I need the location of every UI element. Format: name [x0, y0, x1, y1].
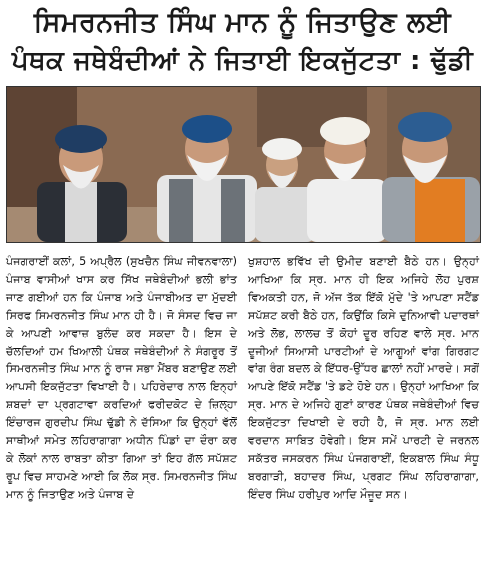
- article-column-right: [248, 253, 479, 504]
- group-photo-illustration: [7, 87, 480, 242]
- article-body: [6, 253, 479, 504]
- headline: [6, 4, 479, 80]
- headline-line-2: ਪੰਥਕ ਜਥੇਬੰਦੀਆਂ ਨੇ ਜਿਤਾਈ ਇਕਜੁੱਟਤਾ : ਢੁੱਡੀ: [11, 46, 474, 76]
- group-photo: [6, 86, 481, 243]
- article-paragraph-right: ਖੁਸ਼ਹਾਲ ਭਵਿੱਖ ਦੀ ਉਮੀਦ ਬਣਾਈ ਬੈਠੇ ਹਨ। ਉਨ੍ਹਾਂ ਆਖਿਆ ਕਿ ਸ੍ਰ. ਮਾਨ ਹੀ ਇਕ ਅਜਿਹੇ ਲੋਹ ਪੁਰਸ਼ ਵਿਅਕਤੀ ਹਨ, ਜੋ ਅੱਜ ਤੱਕ ਇੱਕੋ ਮੁੱਦੇ 'ਤੇ ਆਪਣਾ ਸਟੈਂਡ ਸਪੱਸ਼ਟ ਕਰੀ ਬੈਠੇ ਹਨ, ਕਿਉਂਕਿ ਕਿਸੇ ਦੁਨਿਆਵੀ ਪਦਾਰਥਾਂ ਅਤੇ ਲੋਭ, ਲਾਲਚ ਤੋਂ ਕੋਹਾਂ ਦੂਰ ਰਹਿਣ ਵਾਲੇ ਸ੍ਰ. ਮਾਨ ਦੂਜੀਆਂ ਸਿਆਸੀ ਪਾਰਟੀਆਂ ਦੇ ਆਗੂਆਂ ਵਾਂਗ ਗਿਰਗਟ ਵਾਂਗ ਰੰਗ ਬਦਲ ਕੇ ਇੱਧਰ-ਉੱਧਰ ਛਾਲਾਂ ਨਹੀਂ ਮਾਰਦੇ। ਸਗੋਂ ਆਪਣੇ ਇੱਕੋ ਸਟੈਂਡ 'ਤੇ ਡਟੇ ਹੋਏ ਹਨ। ਉਨ੍ਹਾਂ ਆਖਿਆ ਕਿ ਸ੍ਰ. ਮਾਨ ਦੇ ਅਜਿਹੇ ਗੁਣਾਂ ਕਾਰਣ ਪੰਥਕ ਜਥੇਬੰਦੀਆਂ ਵਿਚ ਇਕਜੁੱਟਤਾ ਦਿਖਾਈ ਦੇ ਰਹੀ ਹੈ, ਜੋ ਸ੍ਰ. ਮਾਨ ਲਈ ਵਰਦਾਨ ਸਾਬਿਤ ਹੋਵੇਗੀ। ਇਸ ਸਮੇਂ ਪਾਰਟੀ ਦੇ ਜਰਨਲ ਸਕੱਤਰ ਜਸਕਰਨ ਸਿੰਘ ਪੰਜਗਰਾਈਂ, ਇਕਬਾਲ ਸਿੰਘ ਸੰਧੂ ਬਰਗਾੜੀ, ਬਹਾਦਰ ਸਿੰਘ, ਪ੍ਰਗਟ ਸਿੰਘ ਲਹਿਰਾਗਾਗਾ, ਇੰਦਰ ਸਿੰਘ ਹਰੀਪੁਰ ਆਦਿ ਮੌਜੂਦ ਸਨ।: [248, 255, 479, 501]
- article-column-left: [6, 253, 237, 504]
- headline-line-1: ਸਿਮਰਨਜੀਤ ਸਿੰਘ ਮਾਨ ਨੂੰ ਜਿਤਾਉਣ ਲਈ: [33, 7, 452, 38]
- article-paragraph-left: ਪੰਜਗਰਾਈਂ ਕਲਾਂ, 5 ਅਪ੍ਰੈਲ (ਸੁਖਚੈਨ ਸਿੰਘ ਜੀਵਨਵਾਲਾ) ਪੰਜਾਬ ਵਾਸੀਆਂ ਖਾਸ ਕਰ ਸਿੱਖ ਜਥੇਬੰਦੀਆਂ ਭਲੀ ਭਾਂਤ ਜਾਣ ਗਈਆਂ ਹਨ ਕਿ ਪੰਜਾਬ ਅਤੇ ਪੰਜਾਬੀਅਤ ਦਾ ਮੁੱਦਈ ਸਿਰਫ ਸਿਮਰਨਜੀਤ ਸਿੰਘ ਮਾਨ ਹੀ ਹੈ। ਜੋ ਸੰਸਦ ਵਿਚ ਜਾ ਕੇ ਆਪਣੀ ਆਵਾਜ਼ ਬੁਲੰਦ ਕਰ ਸਕਦਾ ਹੈ। ਇਸ ਦੇ ਚੱਲਦਿਆਂ ਹਮ ਖਿਆਲੀ ਪੰਥਕ ਜਥੇਬੰਦੀਆਂ ਨੇ ਸੰਗਰੂਰ ਤੋਂ ਸਿਮਰਨਜੀਤ ਸਿੰਘ ਮਾਨ ਨੂੰ ਰਾਜ ਸਭਾ ਮੈਂਬਰ ਬਣਾਉਣ ਲਈ ਆਪਸੀ ਇਕਜੁੱਟਤਾ ਵਿਖਾਈ ਹੈ। ਪਹਿਰੇਦਾਰ ਨਾਲ ਇਨ੍ਹਾਂ ਸ਼ਬਦਾਂ ਦਾ ਪ੍ਰਗਟਾਵਾ ਕਰਦਿਆਂ ਫਰੀਦਕੋਟ ਦੇ ਜ਼ਿਲ੍ਹਾ ਇੰਚਾਰਜ ਗੁਰਦੀਪ ਸਿੰਘ ਢੁੱਡੀ ਨੇ ਦੱਸਿਆ ਕਿ ਉਨ੍ਹਾਂ ਵੱਲੋਂ ਸਾਥੀਆਂ ਸਮੇਤ ਲਹਿਰਾਗਾਗਾ ਅਧੀਨ ਪਿੰਡਾਂ ਦਾ ਦੌਰਾ ਕਰ ਕੇ ਲੋਕਾਂ ਨਾਲ ਰਾਬਤਾ ਕੀਤਾ ਗਿਆ ਤਾਂ ਇਹ ਗੱਲ ਸਪੱਸ਼ਟ ਰੂਪ ਵਿਚ ਸਾਹਮਣੇ ਆਈ ਕਿ ਲੋਕ ਸ੍ਰ. ਸਿਮਰਨਜੀਤ ਸਿੰਘ ਮਾਨ ਨੂੰ ਜਿਤਾਉਣ ਅਤੇ ਪੰਜਾਬ ਦੇ: [6, 255, 237, 501]
